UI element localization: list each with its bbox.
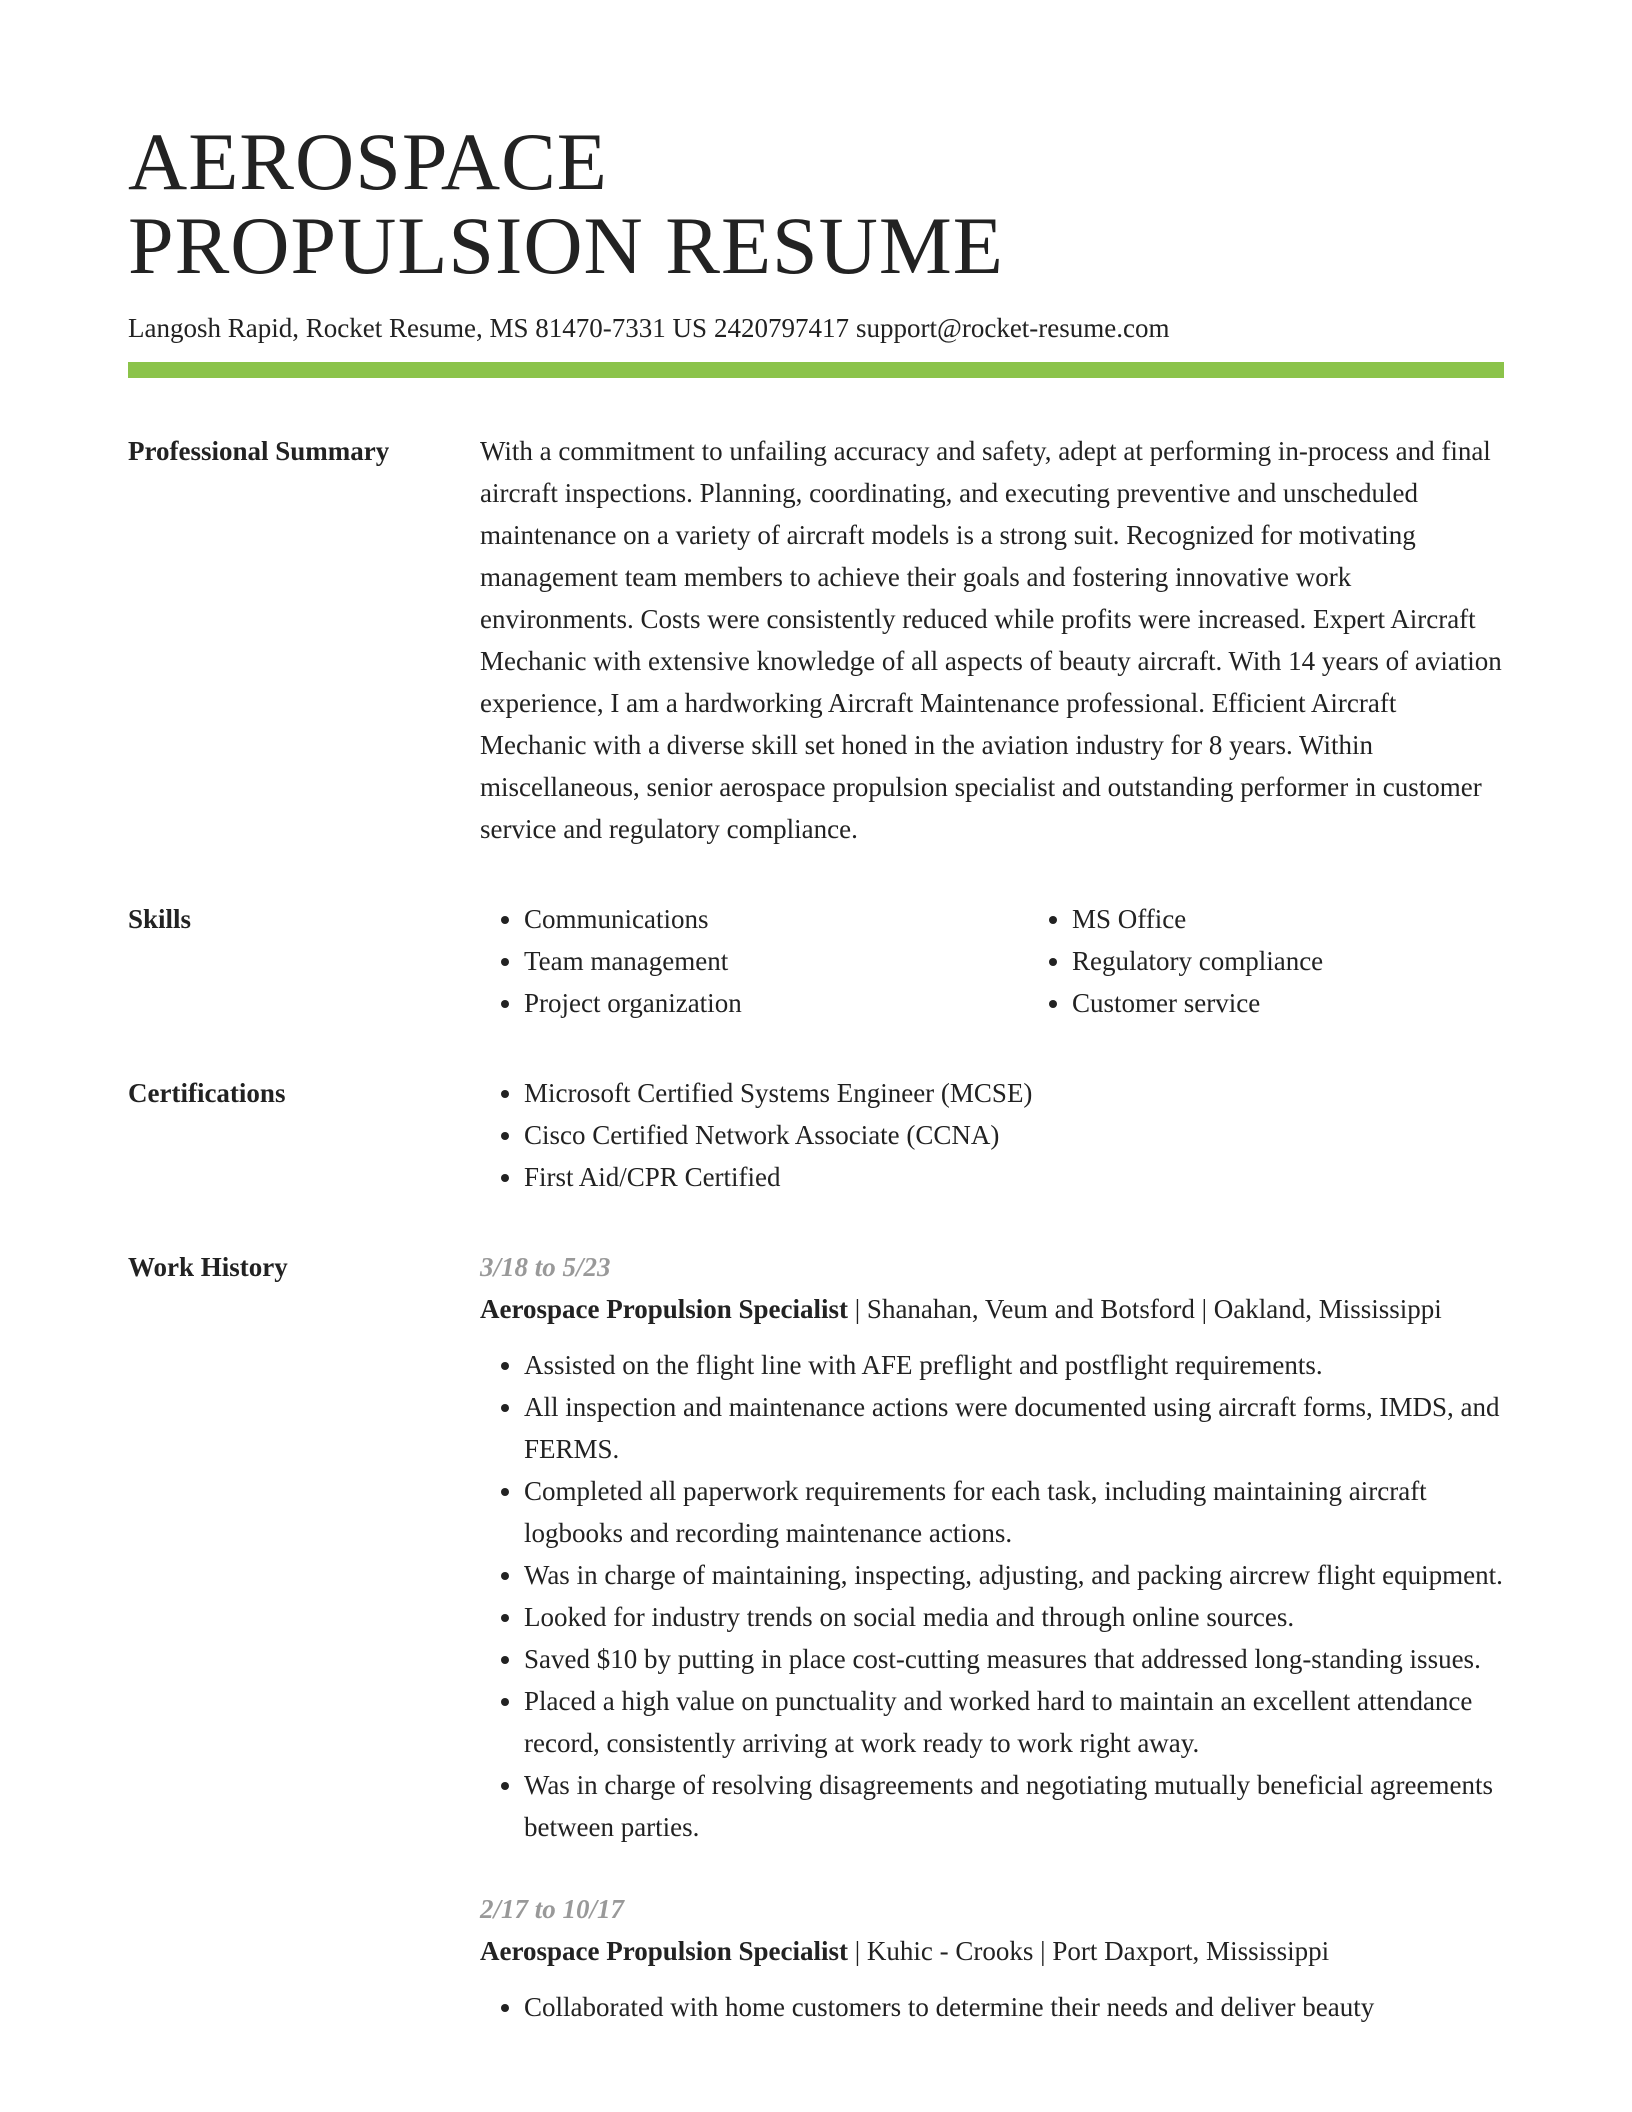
job-bullet: • Was in charge of maintaining, inspecting, adjusting, and packing aircrew flight equipment. bbox=[524, 1554, 1504, 1596]
skill-item: • MS Office bbox=[1072, 898, 1576, 940]
skill-item: • Team management bbox=[524, 940, 1028, 982]
skills-grid bbox=[480, 898, 1576, 1024]
skill-item: • Regulatory compliance bbox=[1072, 940, 1576, 982]
certification-item: • Cisco Certified Network Associate (CCNA) bbox=[524, 1114, 1504, 1156]
job-bullet: • Was in charge of resolving disagreements and negotiating mutually beneficial agreements between parties. bbox=[524, 1764, 1504, 1848]
job-details: | Kuhic - Crooks | Port Daxport, Mississippi bbox=[848, 1936, 1330, 1966]
skills-label: Skills bbox=[128, 904, 192, 934]
job-bullet: • Assisted on the flight line with AFE preflight and postflight requirements. bbox=[524, 1344, 1504, 1386]
job-bullet: • Saved $10 by putting in place cost-cutting measures that addressed long-standing issues. bbox=[524, 1638, 1504, 1680]
certifications-list bbox=[480, 1072, 1504, 1198]
certifications-label: Certifications bbox=[128, 1078, 286, 1108]
work-history-section bbox=[128, 1246, 1504, 2028]
skill-item: • Communications bbox=[524, 898, 1028, 940]
skills-column-2 bbox=[1028, 898, 1576, 1024]
certifications-section bbox=[128, 1072, 1504, 1198]
job-date: 2/17 to 10/17 bbox=[480, 1894, 625, 1924]
work-history-label: Work History bbox=[128, 1252, 288, 1282]
contact-address: Langosh Rapid, Rocket Resume, MS 81470-7331 US bbox=[128, 313, 707, 343]
job-bullets bbox=[480, 1344, 1504, 1848]
resume-page bbox=[128, 116, 1504, 2028]
title-line-2: PROPULSION RESUME bbox=[128, 200, 1004, 291]
job-heading bbox=[480, 1288, 1504, 1330]
job-bullets bbox=[480, 1986, 1504, 2028]
summary-section bbox=[128, 430, 1504, 850]
job-entry bbox=[480, 1246, 1504, 1848]
skills-column-1 bbox=[480, 898, 1028, 1024]
summary-content bbox=[480, 430, 1504, 850]
certification-item: • Microsoft Certified Systems Engineer (MCSE) bbox=[524, 1072, 1504, 1114]
work-history-content bbox=[480, 1246, 1504, 2028]
contact-line bbox=[128, 310, 1504, 346]
job-bullet: • Completed all paperwork requirements for each task, including maintaining aircraft logbooks and recording maintenance actions. bbox=[524, 1470, 1504, 1554]
title-line-1: AEROSPACE bbox=[128, 116, 608, 207]
skill-item: • Customer service bbox=[1072, 982, 1576, 1024]
certifications-content bbox=[480, 1072, 1504, 1198]
summary-text: With a commitment to unfailing accuracy and safety, adept at performing in-process and final aircraft inspections. Planning, coordinating, and executing preventive and unscheduled maintenance on a variety of aircraft models is a strong suit. Recognized for motivating management team members to achieve their goals and fostering innovative work environments. Costs were consistently reduced while profits were increased. Expert Aircraft Mechanic with extensive knowledge of all aspects of beauty aircraft. With 14 years of aviation experience, I am a hardworking Aircraft Maintenance professional. Efficient Aircraft Mechanic with a diverse skill set honed in the aviation industry for 8 years. Within miscellaneous, senior aerospace propulsion specialist and outstanding performer in customer service and regulatory compliance. bbox=[480, 436, 1502, 844]
summary-label: Professional Summary bbox=[128, 436, 390, 466]
skills-section bbox=[128, 898, 1504, 1024]
job-details: | Shanahan, Veum and Botsford | Oakland, Mississippi bbox=[848, 1294, 1442, 1324]
certification-item: • First Aid/CPR Certified bbox=[524, 1156, 1504, 1198]
contact-email: support@rocket-resume.com bbox=[855, 313, 1170, 343]
job-bullet: • Collaborated with home customers to determine their needs and deliver beauty bbox=[524, 1986, 1504, 2028]
job-bullet: • All inspection and maintenance actions were documented using aircraft forms, IMDS, and FERMS. bbox=[524, 1386, 1504, 1470]
job-bullet: • Looked for industry trends on social media and through online sources. bbox=[524, 1596, 1504, 1638]
job-heading bbox=[480, 1930, 1504, 1972]
job-title: Aerospace Propulsion Specialist bbox=[480, 1936, 849, 1966]
job-title: Aerospace Propulsion Specialist bbox=[480, 1294, 849, 1324]
resume-title bbox=[128, 116, 1504, 291]
skills-content bbox=[480, 898, 1576, 1024]
contact-phone: 2420797417 bbox=[713, 313, 849, 343]
job-bullet: • Placed a high value on punctuality and worked hard to maintain an excellent attendance record, consistently arriving at work ready to work right away. bbox=[524, 1680, 1504, 1764]
accent-divider bbox=[128, 362, 1504, 378]
job-date: 3/18 to 5/23 bbox=[480, 1252, 611, 1282]
job-entry bbox=[480, 1888, 1504, 2028]
skill-item: • Project organization bbox=[524, 982, 1028, 1024]
